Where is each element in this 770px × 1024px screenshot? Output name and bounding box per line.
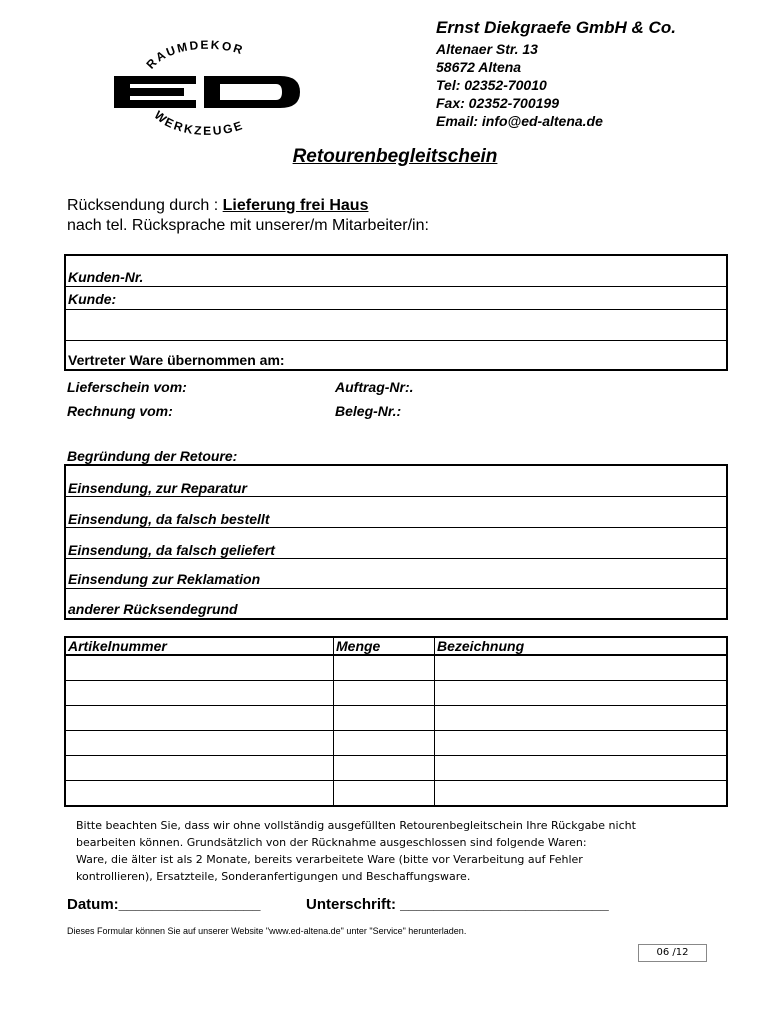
quantity-cell[interactable] <box>334 781 435 806</box>
reason-option-wrong-order[interactable] <box>66 497 726 528</box>
company-logo <box>110 36 305 142</box>
delivery-note-label: Lieferschein vom: <box>67 379 187 395</box>
representative-row[interactable] <box>66 341 726 371</box>
representative-label: Vertreter Ware übernommen am: <box>68 352 285 368</box>
quantity-cell[interactable] <box>334 706 435 731</box>
table-row[interactable] <box>66 756 727 781</box>
description-cell[interactable] <box>435 781 727 806</box>
article-table <box>64 636 728 807</box>
quantity-cell[interactable] <box>334 655 435 681</box>
note-line: Ware, die älter ist als 2 Monate, bereits verarbeitete Ware (bitte vor Verarbeitung auf Fehler <box>76 853 583 866</box>
table-row[interactable] <box>66 681 727 706</box>
customer-box <box>64 254 728 371</box>
return-reason-box <box>64 464 728 620</box>
reason-option-label: Einsendung, zur Reparatur <box>68 480 247 496</box>
intro-delivery-terms: Lieferung frei Haus <box>222 197 369 214</box>
article-number-cell[interactable] <box>66 655 334 681</box>
column-header-quantity: Menge <box>334 638 435 656</box>
return-policy-note <box>76 817 636 885</box>
table-row[interactable] <box>66 781 727 806</box>
customer-extra-row[interactable] <box>66 310 726 341</box>
return-reason-heading: Begründung der Retoure: <box>67 448 238 464</box>
quantity-cell[interactable] <box>334 681 435 706</box>
intro-line2: nach tel. Rücksprache mit unserer/m Mitarbeiter/in: <box>67 217 429 234</box>
note-line: kontrollieren), Ersatzteile, Sonderanfertigungen und Beschaffungsware. <box>76 870 471 883</box>
reason-option-label: Einsendung, da falsch bestellt <box>68 511 270 527</box>
column-header-description: Bezeichnung <box>435 638 727 656</box>
description-cell[interactable] <box>435 681 727 706</box>
article-table-header <box>66 638 727 656</box>
reason-option-repair[interactable] <box>66 466 726 497</box>
description-cell[interactable] <box>435 655 727 681</box>
company-tel: Tel: 02352-70010 <box>436 77 547 93</box>
signature-field[interactable]: Unterschrift: _________________________ <box>306 896 609 913</box>
article-number-cell[interactable] <box>66 681 334 706</box>
intro-prefix: Rücksendung durch : <box>67 197 223 214</box>
date-field[interactable]: Datum:_________________ <box>67 896 261 913</box>
company-name: Ernst Diekgraefe GmbH & Co. <box>436 18 676 37</box>
customer-name-row[interactable] <box>66 287 726 310</box>
reason-option-complaint[interactable] <box>66 559 726 589</box>
table-row[interactable] <box>66 655 727 681</box>
download-hint: Dieses Formular können Sie auf unserer Website "www.ed-altena.de" unter "Service" herunterladen. <box>67 926 467 936</box>
form-title: Retourenbegleitschein <box>292 146 498 167</box>
invoice-label: Rechnung vom: <box>67 403 173 419</box>
note-line: bearbeiten können. Grundsätzlich von der Rücknahme ausgeschlossen sind folgende Waren: <box>76 836 587 849</box>
article-number-cell[interactable] <box>66 781 334 806</box>
document-number-label: Beleg-Nr.: <box>335 403 402 419</box>
description-cell[interactable] <box>435 756 727 781</box>
article-number-cell[interactable] <box>66 731 334 756</box>
article-number-cell[interactable] <box>66 756 334 781</box>
company-city: 58672 Altena <box>436 59 522 75</box>
description-cell[interactable] <box>435 706 727 731</box>
form-version-code: 06 /12 <box>638 944 707 962</box>
company-address <box>436 18 676 130</box>
description-cell[interactable] <box>435 731 727 756</box>
intro-text <box>67 196 429 236</box>
customer-number-row[interactable] <box>66 256 726 287</box>
table-row[interactable] <box>66 706 727 731</box>
reason-option-label: Einsendung, da falsch geliefert <box>68 542 275 558</box>
quantity-cell[interactable] <box>334 731 435 756</box>
reason-option-wrong-delivery[interactable] <box>66 528 726 559</box>
note-line: Bitte beachten Sie, dass wir ohne vollständig ausgefüllten Retourenbegleitschein Ihre Rückgabe nicht <box>76 819 636 832</box>
company-fax: Fax: 02352-700199 <box>436 95 559 111</box>
quantity-cell[interactable] <box>334 756 435 781</box>
company-email: Email: info@ed-altena.de <box>436 113 603 129</box>
column-header-article-number: Artikelnummer <box>66 638 334 656</box>
customer-number-label: Kunden-Nr. <box>68 269 144 285</box>
customer-name-label: Kunde: <box>68 291 117 307</box>
logo-arc-bottom: WERKZEUGE <box>151 107 246 138</box>
reason-option-label: Einsendung zur Reklamation <box>68 571 261 587</box>
reason-option-other[interactable] <box>66 589 726 620</box>
table-row[interactable] <box>66 731 727 756</box>
order-number-label: Auftrag-Nr:. <box>335 379 414 395</box>
reason-option-label: anderer Rücksendegrund <box>68 601 238 617</box>
article-number-cell[interactable] <box>66 706 334 731</box>
company-street: Altenaer Str. 13 <box>436 41 538 57</box>
logo-arc-top: RAUMDEKOR <box>143 37 246 72</box>
